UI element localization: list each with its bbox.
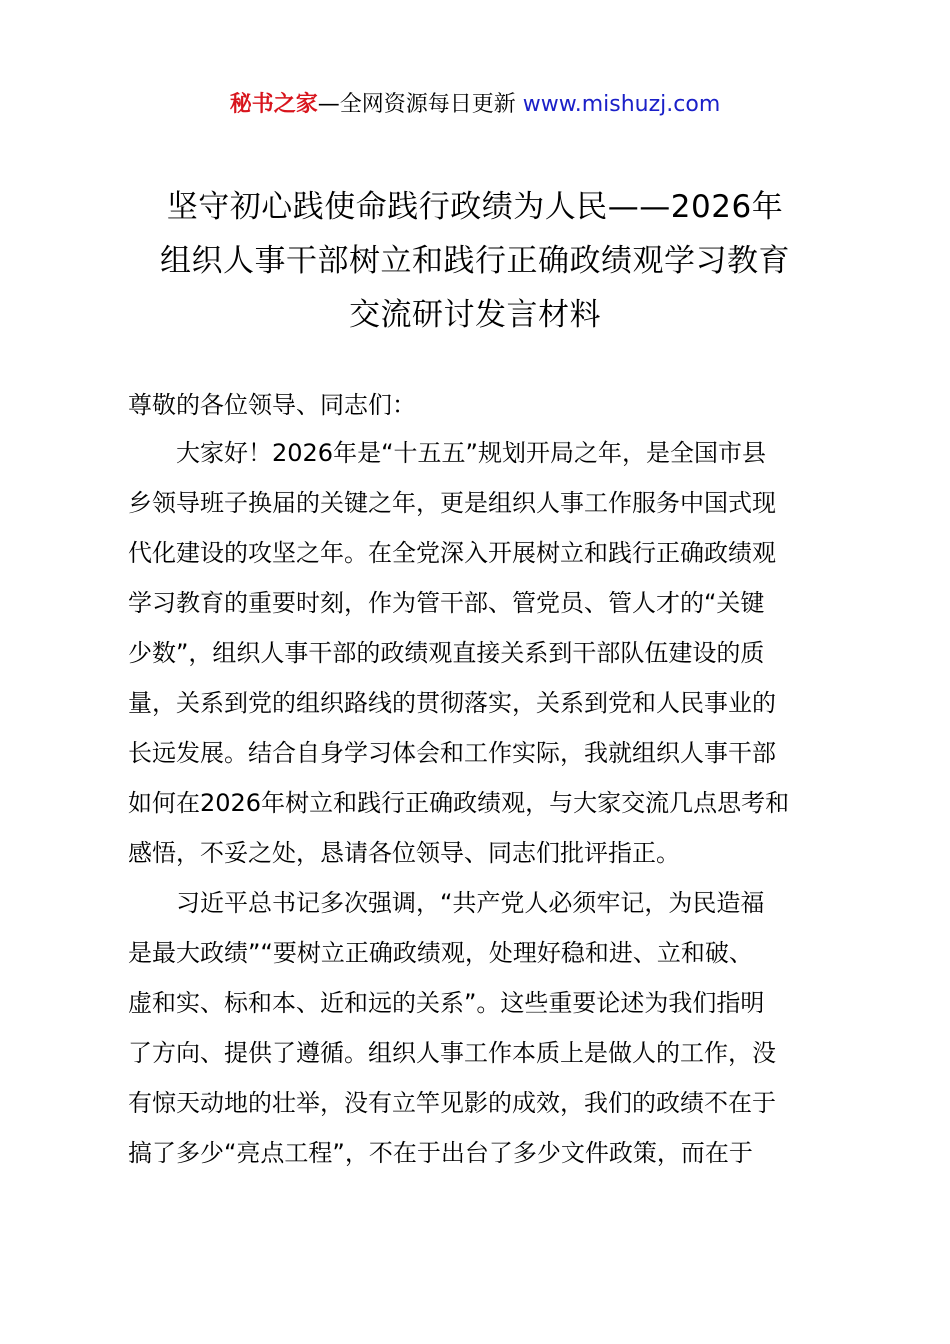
header-tagline: —全网资源每日更新 [317, 92, 523, 117]
paragraph-line: 虚和实、标和本、近和远的关系”。这些重要论述为我们指明 [128, 989, 765, 1017]
paragraph-line: 是最大政绩”“要树立正确政绩观，处理好稳和进、立和破、 [128, 939, 753, 967]
title-line: 交流研讨发言材料 [349, 297, 601, 333]
body-paragraph [128, 878, 848, 1178]
title-line: 组织人事干部树立和践行正确政绩观学习教育 [160, 243, 790, 279]
paragraph-line: 量，关系到党的组织路线的贯彻落实，关系到党和人民事业的 [128, 689, 776, 717]
body-paragraph [128, 428, 848, 878]
salutation: 尊敬的各位领导、同志们： [128, 391, 416, 419]
site-header [0, 88, 950, 122]
title-line: 坚守初心践使命践行政绩为人民——2026年 [166, 189, 784, 225]
paragraph-line: 代化建设的攻坚之年。在全党深入开展树立和践行正确政绩观 [128, 539, 776, 567]
paragraph-line: 少数”，组织人事干部的政绩观直接关系到干部队伍建设的质 [128, 639, 765, 667]
paragraph-line: 如何在2026年树立和践行正确政绩观，与大家交流几点思考和 [128, 789, 790, 817]
site-url-link[interactable]: www.mishuzj.com [522, 92, 721, 117]
paragraph-line: 感悟，不妥之处，恳请各位领导、同志们批评指正。 [128, 839, 680, 867]
paragraph-line: 大家好！2026年是“十五五”规划开局之年，是全国市县 [128, 439, 766, 467]
brand-name: 秘书之家 [229, 92, 318, 117]
paragraph-line: 长远发展。结合自身学习体会和工作实际，我就组织人事干部 [128, 739, 776, 767]
paragraph-line: 有惊天动地的壮举，没有立竿见影的成效，我们的政绩不在于 [128, 1089, 776, 1117]
paragraph-line: 习近平总书记多次强调，“共产党人必须牢记，为民造福 [128, 889, 765, 917]
paragraph-line: 乡领导班子换届的关键之年，更是组织人事工作服务中国式现 [128, 489, 776, 517]
paragraph-line: 学习教育的重要时刻，作为管干部、管党员、管人才的“关键 [128, 589, 765, 617]
document-title [120, 180, 830, 342]
paragraph-line: 了方向、提供了遵循。组织人事工作本质上是做人的工作，没 [128, 1039, 776, 1067]
paragraph-line: 搞了多少“亮点工程”，不在于出台了多少文件政策，而在于 [128, 1139, 753, 1167]
